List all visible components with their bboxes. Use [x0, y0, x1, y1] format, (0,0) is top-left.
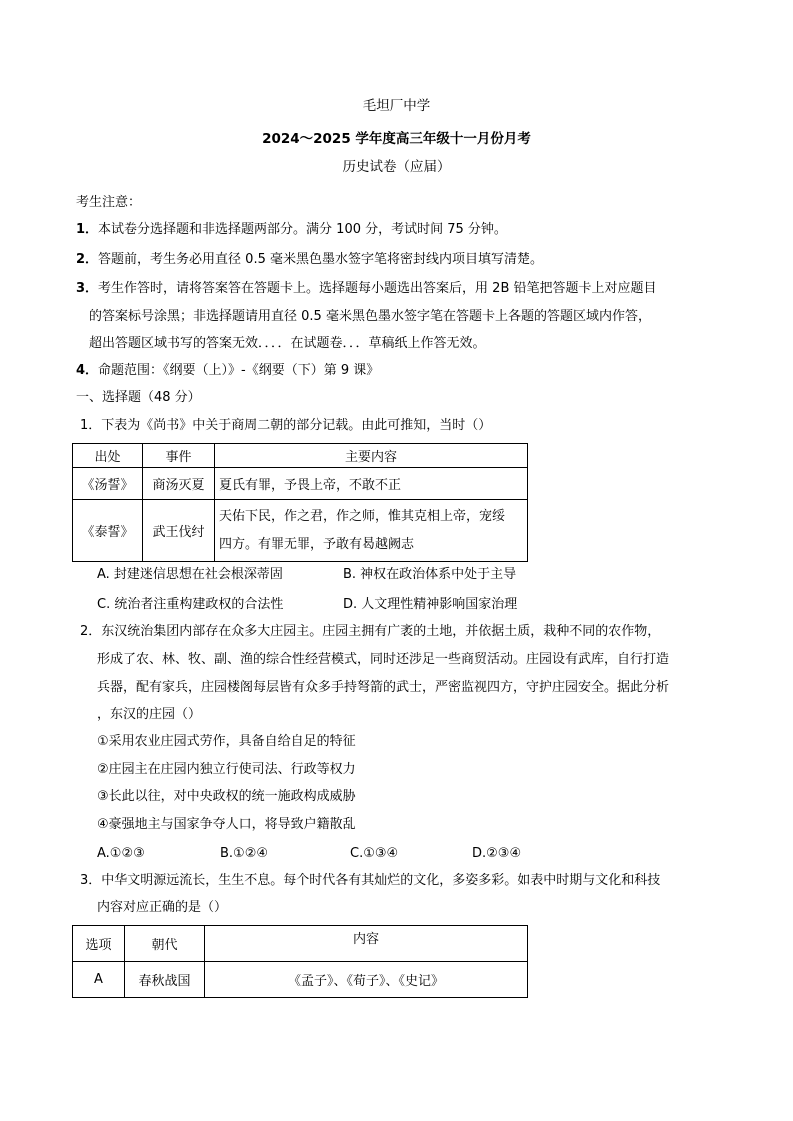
q1-option-c: C. 统治者注重构建政权的合法性 — [97, 597, 284, 612]
table-header-cell: 出处 — [73, 444, 143, 468]
notice-text: 命题范围：《纲要（上）》-《纲要（下）第 9 课》 — [98, 363, 380, 378]
table-cell: 武王伐纣 — [143, 500, 215, 562]
notice-item-1 — [76, 222, 507, 238]
notice-text: 考生作答时，请将答案答在答题卡上。选择题每小题选出答案后，用 2B 铅笔把答题卡上对应题目 — [98, 281, 657, 296]
q2-statement-2: ②庄园主在庄园内独立行使司法、行政等权力 — [97, 762, 356, 777]
q2-stem-line-4: ，东汉的庄园（） — [97, 707, 202, 722]
table-header-row — [73, 926, 528, 962]
school-name: 毛坦厂中学 — [362, 98, 431, 114]
notice-item-3 — [76, 281, 657, 297]
q3-table — [72, 925, 528, 998]
table-row — [73, 962, 528, 998]
table-cell-line: 天佑下民，作之君，作之师，惟其克相上帝，宠绥 — [219, 508, 506, 524]
table-cell: 《泰誓》 — [73, 500, 143, 562]
q3-stem-line-2: 内容对应正确的是（） — [97, 900, 228, 915]
notice-item-2 — [76, 252, 543, 268]
notice-item-3-line-2: 的答案标号涂黑；非选择题请用直径 0.5 毫米黑色墨水签字笔在答题卡上各题的答题区域内作答， — [89, 309, 651, 324]
notice-item-3-line-3: 超出答题区域书写的答案无效．．．．在试题卷．．．草稿纸上作答无效。 — [89, 336, 486, 351]
table-header-cell: 选项 — [73, 926, 125, 962]
q2-option-b: B.①②④ — [220, 846, 269, 861]
q2-stem-line-3: 兵器，配有家兵，庄园楼阁每层皆有众多手持弩箭的武士，严密监视四方，守护庄园安全。据此分析 — [97, 680, 670, 695]
notice-number: 4． — [76, 363, 99, 378]
table-cell: 商汤灭夏 — [143, 468, 215, 500]
q1-stem: 1．下表为《尚书》中关于商周二朝的部分记载。由此可推知，当时（） — [80, 418, 492, 433]
notice-title: 考生注意： — [76, 195, 142, 210]
q2-option-c: C.①③④ — [350, 846, 399, 861]
table-row — [73, 500, 528, 562]
table-header-cell: 主要内容 — [215, 444, 528, 468]
table-header-row — [73, 444, 528, 468]
table-cell: 春秋战国 — [125, 962, 205, 998]
q2-statement-4: ④豪强地主与国家争夺人口，将导致户籍散乱 — [97, 817, 356, 832]
q2-stem-line-1: 2．东汉统治集团内部存在众多大庄园主。庄园主拥有广袤的土地，并依据土质，栽种不同的农作物， — [80, 624, 661, 639]
table-cell — [215, 500, 528, 562]
table-header-cell: 内容 — [205, 926, 528, 962]
table-row — [73, 468, 528, 500]
notice-number: 1． — [76, 222, 99, 237]
q2-statement-3: ③长此以往，对中央政权的统一施政构成威胁 — [97, 789, 356, 804]
table-cell: 夏氏有罪，予畏上帝，不敢不正 — [215, 468, 528, 500]
section-title: 一、选择题（48 分） — [76, 390, 201, 405]
notice-number: 3． — [76, 281, 99, 296]
notice-text: 答题前，考生务必用直径 0.5 毫米黑色墨水签字笔将密封线内项目填写清楚。 — [98, 252, 543, 267]
q2-option-a: A.①②③ — [97, 846, 145, 861]
table-cell: 《孟子》、《荀子》、《史记》 — [205, 962, 528, 998]
exam-title: 2024～2025 学年度高三年级十一月份月考 — [262, 131, 531, 147]
subject-title: 历史试卷（应届） — [342, 159, 451, 175]
table-cell-line: 四方。有罪无罪，予敢有曷越阙志 — [219, 536, 415, 552]
notice-text: 本试卷分选择题和非选择题两部分。满分 100 分，考试时间 75 分钟。 — [98, 222, 507, 237]
notice-item-4 — [76, 363, 379, 379]
q2-statement-1: ①采用农业庄园式劳作，具备自给自足的特征 — [97, 734, 356, 749]
notice-number: 2． — [76, 252, 99, 267]
q1-option-d: D. 人文理性精神影响国家治理 — [343, 597, 518, 612]
q2-option-d: D.②③④ — [472, 846, 522, 861]
table-cell: 《汤誓》 — [73, 468, 143, 500]
q3-stem-line-1: 3．中华文明源远流长，生生不息。每个时代各有其灿烂的文化，多姿多彩。如表中时期与文化和科技 — [80, 873, 661, 888]
table-header-cell: 事件 — [143, 444, 215, 468]
table-cell: A — [73, 962, 125, 998]
q1-option-b: B. 神权在政治体系中处于主导 — [343, 567, 517, 582]
q1-table — [72, 443, 528, 562]
table-header-cell: 朝代 — [125, 926, 205, 962]
q1-option-a: A. 封建迷信思想在社会根深蒂固 — [97, 567, 283, 582]
q2-stem-line-2: 形成了农、林、牧、副、渔的综合性经营模式，同时还涉足一些商贸活动。庄园设有武库，自行打造 — [97, 652, 670, 667]
